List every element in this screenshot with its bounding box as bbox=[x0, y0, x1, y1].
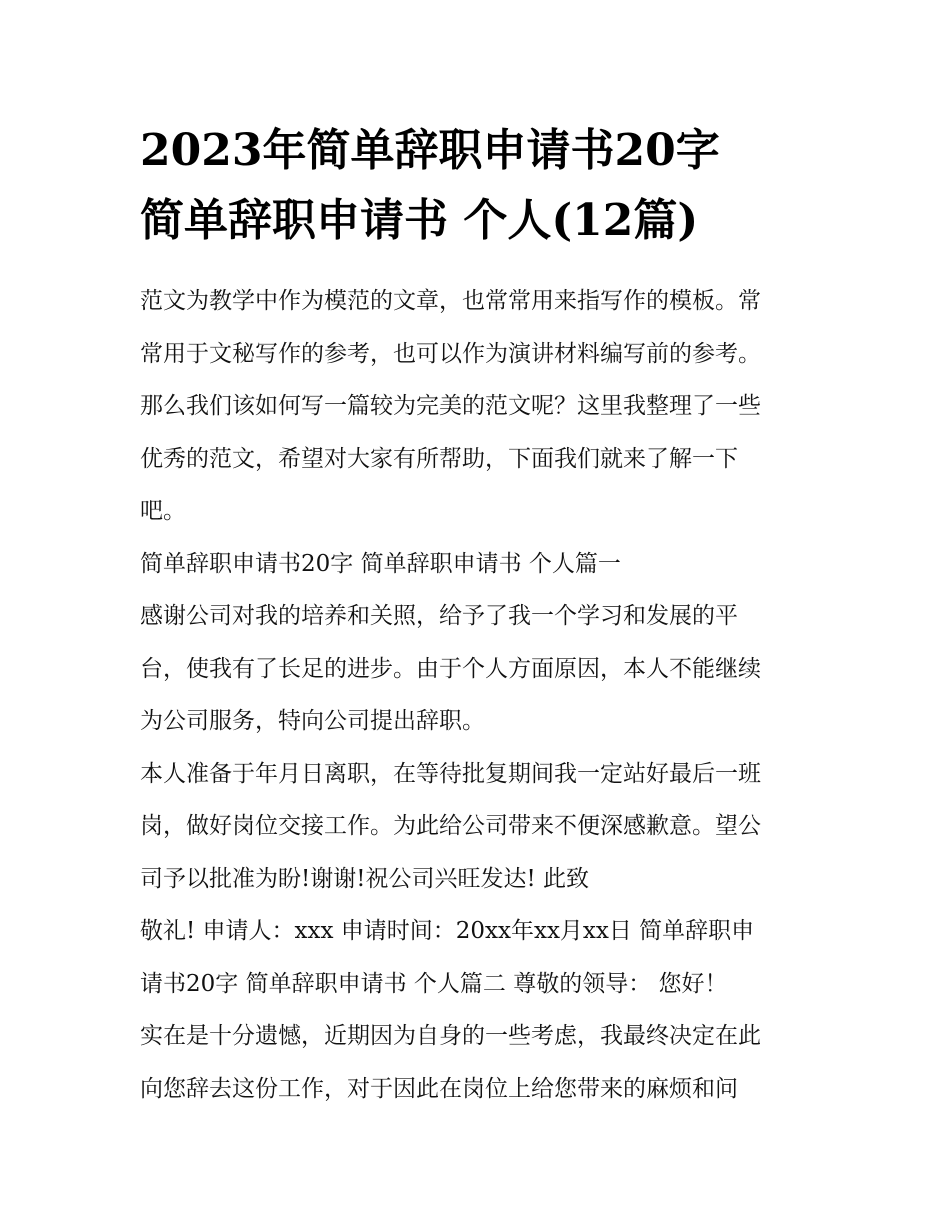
body-line: 常用于文秘写作的参考，也可以作为演讲材料编写前的参考。 bbox=[140, 340, 761, 367]
document-title bbox=[140, 116, 820, 256]
body-line: 向您辞去这份工作，对于因此在岗位上给您带来的麻烦和问 bbox=[140, 1075, 738, 1102]
body-line: 台，使我有了长足的进步。由于个人方面原因，本人不能继续 bbox=[140, 655, 761, 682]
body-line: 敬礼! 申请人：xxx 申请时间：20xx年xx月xx日 简单辞职申 bbox=[140, 918, 755, 944]
section-heading: 简单辞职申请书20字 简单辞职申请书 个人篇一 bbox=[140, 550, 621, 577]
body-line: 范文为教学中作为模范的文章，也常常用来指写作的模板。常 bbox=[140, 288, 761, 314]
body-line: 请书20字 简单辞职申请书 个人篇二 尊敬的领导： 您好！ bbox=[140, 970, 728, 997]
body-line: 本人准备于年月日离职，在等待批复期间我一定站好最后一班 bbox=[140, 760, 761, 787]
title-line: 简单辞职申请书 个人(12篇) bbox=[140, 195, 699, 246]
body-line: 为公司服务，特向公司提出辞职。 bbox=[140, 708, 485, 734]
body-line: 岗，做好岗位交接工作。为此给公司带来不便深感歉意。望公 bbox=[140, 813, 761, 839]
body-line: 吧。 bbox=[140, 498, 186, 524]
title-line: 2023年简单辞职申请书20字 bbox=[140, 125, 720, 176]
document-body bbox=[140, 275, 820, 1115]
body-line: 感谢公司对我的培养和关照，给予了我一个学习和发展的平 bbox=[140, 603, 738, 629]
body-line: 实在是十分遗憾，近期因为自身的一些考虑，我最终决定在此 bbox=[140, 1023, 761, 1049]
body-line: 那么我们该如何写一篇较为完美的范文呢？这里我整理了一些 bbox=[140, 393, 761, 419]
body-line: 司予以批准为盼!谢谢!祝公司兴旺发达! 此致 bbox=[140, 865, 590, 892]
body-line: 优秀的范文，希望对大家有所帮助，下面我们就来了解一下 bbox=[140, 445, 738, 472]
